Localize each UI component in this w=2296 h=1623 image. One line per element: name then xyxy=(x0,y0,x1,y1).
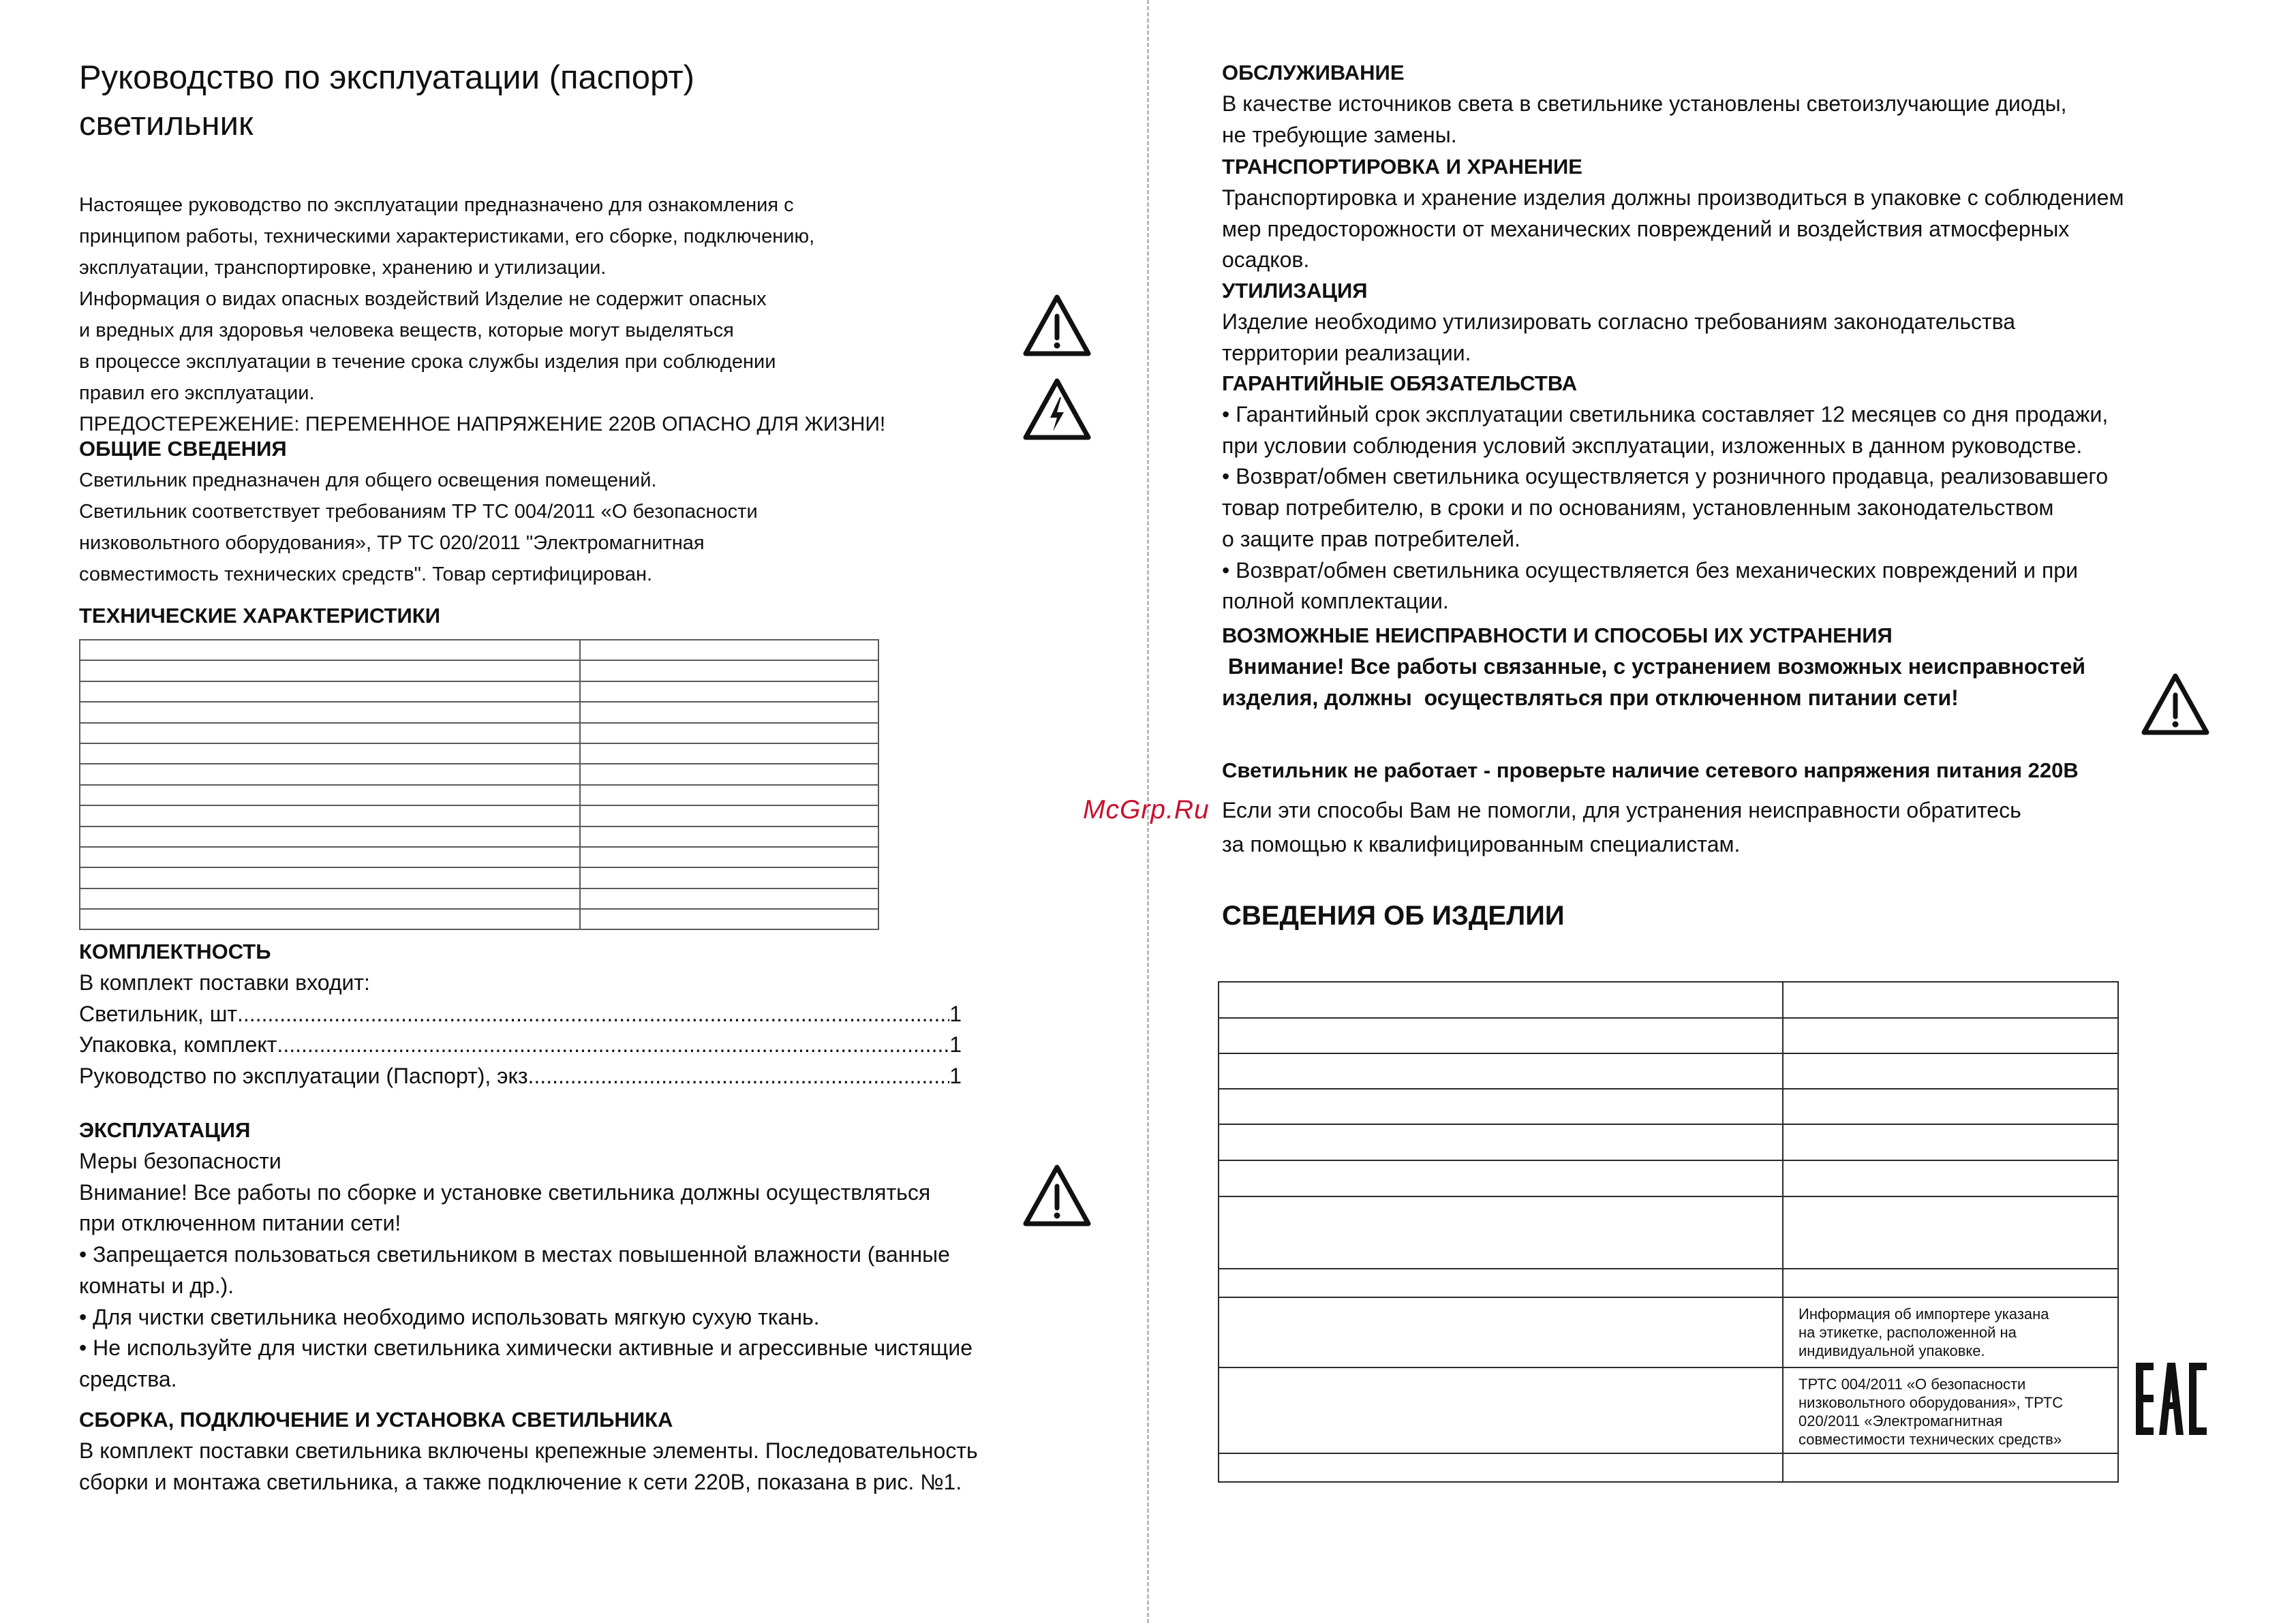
importer-note-line: Информация об импортере указана xyxy=(1798,1305,2049,1323)
table-row xyxy=(1219,1367,2118,1453)
warning-triangle-icon xyxy=(1022,293,1092,358)
importer-note-cell xyxy=(1783,1297,2118,1367)
warranty-section xyxy=(1222,368,2108,617)
kit-item-label: Руководство по эксплуатации (Паспорт), экз xyxy=(79,1064,528,1089)
table-cell xyxy=(580,867,878,888)
table-cell xyxy=(580,785,878,805)
general-line: Светильник соответствует требованиям ТР ТС 004/2011 «О безопасности xyxy=(79,501,758,523)
dot-leader xyxy=(277,1030,949,1061)
high-voltage-icon xyxy=(1022,377,1092,442)
table-cell xyxy=(580,640,878,660)
warranty-line: • Гарантийный срок эксплуатации светильника составляет 12 месяцев со дня продажи, xyxy=(1222,402,2109,427)
general-line: Светильник предназначен для общего освещения помещений. xyxy=(79,469,657,491)
intro-line: правил его эксплуатации. xyxy=(79,382,315,404)
table-cell xyxy=(80,909,580,929)
table-cell xyxy=(1783,1453,2118,1482)
table-cell xyxy=(1783,1053,2118,1089)
table-cell xyxy=(580,743,878,764)
kit-item-qty: 1 xyxy=(949,1001,962,1026)
advice-line: за помощью к квалифицированным специалистам. xyxy=(1222,832,1741,856)
operation-section xyxy=(79,1115,973,1395)
table-row xyxy=(1219,1196,2118,1269)
intro-line: Настоящее руководство по эксплуатации предназначено для ознакомления с xyxy=(79,194,794,216)
table-cell xyxy=(1219,1089,1783,1124)
table-row xyxy=(80,888,878,909)
faults-section xyxy=(1222,620,2085,713)
table-cell xyxy=(580,723,878,743)
standards-note-line: совместимости технических средств» xyxy=(1798,1431,2062,1448)
table-cell xyxy=(1219,1297,1783,1367)
table-cell xyxy=(1219,1196,1783,1269)
table-row xyxy=(80,847,878,867)
table-row xyxy=(1219,1053,2118,1089)
general-heading: ОБЩИЕ СВЕДЕНИЯ xyxy=(79,437,287,461)
disposal-line: территории реализации. xyxy=(1222,340,1471,365)
faults-warning-line: Внимание! Все работы связанные, с устранением возможных неисправностей xyxy=(1222,654,2086,679)
table-cell xyxy=(1219,1367,1783,1453)
intro-line: эксплуатации, транспортировке, хранению и утилизации. xyxy=(79,257,607,279)
table-row xyxy=(1219,1089,2118,1124)
table-cell xyxy=(1219,1453,1783,1482)
tech-specs-table xyxy=(79,639,879,930)
table-cell xyxy=(1219,982,1783,1018)
table-cell xyxy=(580,681,878,702)
table-cell xyxy=(580,702,878,722)
kit-item xyxy=(79,1061,962,1092)
table-cell xyxy=(80,867,580,888)
table-cell xyxy=(1219,1124,1783,1160)
table-row xyxy=(80,805,878,826)
intro-line: и вредных для здоровья человека веществ, которые могут выделяться xyxy=(79,320,734,341)
assembly-line: сборки и монтажа светильника, а также подключение к сети 220В, показана в рис. №1. xyxy=(79,1469,962,1494)
transport-line: Транспортировка и хранение изделия должны производиться в упаковке с соблюдением xyxy=(1222,185,2124,210)
general-line: совместимость технических средств". Товар сертифицирован. xyxy=(79,563,653,585)
service-line: В качестве источников света в светильнике установлены светоизлучающие диоды, xyxy=(1222,91,2067,116)
warning-triangle-icon xyxy=(2140,672,2211,737)
assembly-heading: СБОРКА, ПОДКЛЮЧЕНИЕ И УСТАНОВКА СВЕТИЛЬНИКА xyxy=(79,1408,673,1432)
table-row xyxy=(1219,1453,2118,1482)
table-cell xyxy=(580,888,878,909)
watermark: McGrp.Ru xyxy=(1083,795,1210,824)
faults-warning-line: изделия, должны осуществляться при отключенном питании сети! xyxy=(1222,685,1959,710)
operation-heading: ЭКСПЛУАТАЦИЯ xyxy=(79,1118,251,1142)
table-cell xyxy=(1783,1018,2118,1053)
table-cell xyxy=(80,888,580,909)
product-info-table xyxy=(1218,981,2119,1483)
table-cell xyxy=(580,805,878,826)
standards-note-line: низковольтного оборудования», ТРТС xyxy=(1798,1394,2064,1411)
operation-line: • Для чистки светильника необходимо использовать мягкую сухую ткань. xyxy=(79,1304,820,1329)
assembly-section xyxy=(79,1404,978,1498)
faults-advice xyxy=(1222,793,2021,861)
table-cell xyxy=(580,660,878,681)
table-row xyxy=(80,867,878,888)
general-line: низковольтного оборудования», ТР ТС 020/2011 "Электромагнитная xyxy=(79,532,705,554)
operation-line: Внимание! Все работы по сборке и установке светильника должны осуществляться xyxy=(79,1179,931,1205)
importer-note-line: индивидуальной упаковке. xyxy=(1798,1342,1985,1359)
table-cell xyxy=(1783,1124,2118,1160)
transport-section xyxy=(1222,151,2124,276)
table-cell xyxy=(580,764,878,784)
table-row xyxy=(80,640,878,660)
table-row xyxy=(80,909,878,929)
kit-item xyxy=(79,999,962,1030)
table-row xyxy=(80,743,878,764)
operation-line: • Запрещается пользоваться светильником в местах повышенной влажности (ванные xyxy=(79,1242,950,1267)
table-cell xyxy=(80,805,580,826)
warranty-line: • Возврат/обмен светильника осуществляется без механических повреждений и при xyxy=(1222,557,2078,583)
disposal-heading: УТИЛИЗАЦИЯ xyxy=(1222,279,1368,303)
warning-triangle-icon xyxy=(1022,1163,1092,1228)
table-cell xyxy=(1219,1160,1783,1196)
document-title xyxy=(79,55,694,147)
table-cell xyxy=(80,764,580,784)
table-cell xyxy=(1783,1269,2118,1297)
table-cell xyxy=(80,660,580,681)
standards-note-cell xyxy=(1783,1367,2118,1453)
standards-note xyxy=(1784,1368,2117,1449)
intro-line: принципом работы, техническими характеристиками, его сборке, подключению, xyxy=(79,226,815,247)
transport-heading: ТРАНСПОРТИРОВКА И ХРАНЕНИЕ xyxy=(1222,155,1582,179)
operation-line: средства. xyxy=(79,1366,177,1391)
transport-line: мер предосторожности от механических повреждений и воздействия атмосферных xyxy=(1222,216,2070,241)
table-cell xyxy=(1219,1269,1783,1297)
operation-line: комнаты и др.). xyxy=(79,1273,234,1298)
table-cell xyxy=(80,826,580,847)
intro-text xyxy=(79,189,885,440)
table-row xyxy=(1219,982,2118,1018)
disposal-section xyxy=(1222,275,2015,369)
faults-heading: ВОЗМОЖНЫЕ НЕИСПРАВНОСТИ И СПОСОБЫ ИХ УСТРАНЕНИЯ xyxy=(1222,623,1893,647)
table-cell xyxy=(1783,1196,2118,1269)
service-line: не требующие замены. xyxy=(1222,122,1457,147)
table-cell xyxy=(80,785,580,805)
table-row xyxy=(80,681,878,702)
kit-item-qty: 1 xyxy=(949,1064,962,1089)
intro-line: Информация о видах опасных воздействий Изделие не содержит опасных xyxy=(79,288,767,310)
table-row xyxy=(1219,1269,2118,1297)
table-row xyxy=(80,660,878,681)
table-cell xyxy=(1219,1053,1783,1089)
table-row xyxy=(1219,1124,2118,1160)
dot-leader xyxy=(528,1061,950,1092)
fault-problem: Светильник не работает - проверьте наличие сетевого напряжения питания 220В xyxy=(1222,758,2079,782)
disposal-line: Изделие необходимо утилизировать согласно требованиям законодательства xyxy=(1222,309,2016,334)
table-cell xyxy=(580,847,878,867)
table-cell xyxy=(80,847,580,867)
table-row xyxy=(80,764,878,784)
caution-line: ПРЕДОСТЕРЕЖЕНИЕ: ПЕРЕМЕННОЕ НАПРЯЖЕНИЕ 220В ОПАСНО ДЛЯ ЖИЗНИ! xyxy=(79,413,886,435)
general-section xyxy=(79,433,758,590)
advice-line: Если эти способы Вам не помогли, для устранения неисправности обратитесь xyxy=(1222,798,2021,822)
table-cell xyxy=(80,640,580,660)
kit-item xyxy=(79,1030,962,1061)
table-cell xyxy=(1219,1018,1783,1053)
table-cell xyxy=(580,826,878,847)
warranty-line: о защите прав потребителей. xyxy=(1222,526,1520,551)
operation-line: при отключенном питании сети! xyxy=(79,1211,401,1236)
title-line-1: Руководство по эксплуатации (паспорт) xyxy=(79,59,694,96)
kit-item-qty: 1 xyxy=(949,1032,962,1057)
warranty-line: полной комплектации. xyxy=(1222,589,1449,614)
dot-leader xyxy=(237,999,949,1030)
right-page xyxy=(1148,0,2296,1623)
warranty-line: при условии соблюдения условий эксплуатации, изложенных в данном руководстве. xyxy=(1222,433,2083,458)
kit-section xyxy=(79,936,962,1092)
warranty-line: • Возврат/обмен светильника осуществляется у розничного продавца, реализовавшего xyxy=(1222,464,2109,489)
warranty-line: товар потребителю, в сроки и по основаниям, установленным законодательством xyxy=(1222,495,2054,521)
product-info-heading: СВЕДЕНИЯ ОБ ИЗДЕЛИИ xyxy=(1222,901,1565,931)
operation-line: • Не используйте для чистки светильника химически активные и агрессивные чистящие xyxy=(79,1335,973,1361)
table-cell xyxy=(1783,1160,2118,1196)
table-cell xyxy=(1783,982,2118,1018)
kit-item-label: Светильник, шт xyxy=(79,1001,238,1026)
table-row xyxy=(80,785,878,805)
tech-heading: ТЕХНИЧЕСКИЕ ХАРАКТЕРИСТИКИ xyxy=(79,604,440,628)
eac-mark-icon xyxy=(2136,1363,2207,1435)
service-heading: ОБСЛУЖИВАНИЕ xyxy=(1222,61,1405,84)
table-row xyxy=(80,826,878,847)
importer-note-line: на этикетке, расположенной на xyxy=(1798,1324,2017,1341)
standards-note-line: ТРТС 004/2011 «О безопасности xyxy=(1798,1376,2026,1393)
table-cell xyxy=(580,909,878,929)
table-row xyxy=(1219,1297,2118,1367)
title-line-2: светильник xyxy=(79,106,254,142)
table-row xyxy=(1219,1160,2118,1196)
table-row xyxy=(80,723,878,743)
service-section xyxy=(1222,57,2067,151)
table-cell xyxy=(80,681,580,702)
kit-heading: КОМПЛЕКТНОСТЬ xyxy=(79,940,271,963)
warranty-heading: ГАРАНТИЙНЫЕ ОБЯЗАТЕЛЬСТВА xyxy=(1222,371,1578,395)
intro-line: в процессе эксплуатации в течение срока службы изделия при соблюдении xyxy=(79,351,776,373)
table-cell xyxy=(80,702,580,722)
table-cell xyxy=(80,743,580,764)
table-row xyxy=(1219,1018,2118,1053)
operation-line: Меры безопасности xyxy=(79,1149,281,1173)
transport-line: осадков. xyxy=(1222,247,1310,273)
importer-note xyxy=(1784,1298,2117,1360)
table-cell xyxy=(1783,1089,2118,1124)
standards-note-line: 020/2011 «Электромагнитная xyxy=(1798,1412,2003,1429)
table-cell xyxy=(80,723,580,743)
kit-intro: В комплект поставки входит: xyxy=(79,970,370,995)
table-row xyxy=(80,702,878,722)
assembly-line: В комплект поставки светильника включены крепежные элементы. Последовательность xyxy=(79,1438,978,1463)
kit-item-label: Упаковка, комплект xyxy=(79,1032,277,1057)
